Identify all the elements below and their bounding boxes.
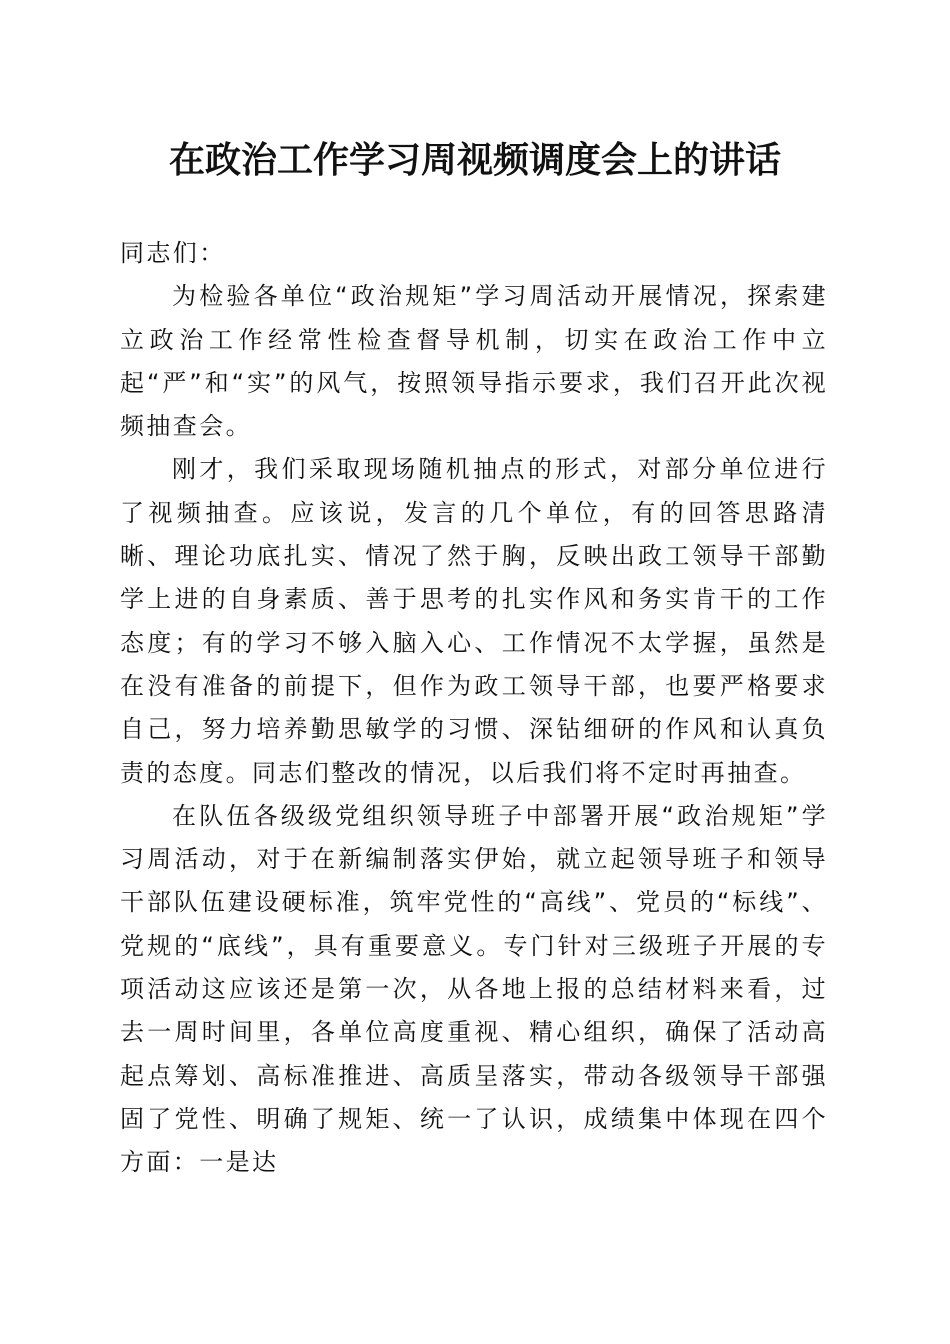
paragraph-3: 在队伍各级级党组织领导班子中部署开展“政治规矩”学习周活动，对于在新编制落实伊始，就立起领导班子和领导干部队伍建设硬标准，筑牢党性的“高线”、党员的“标线”、党规的“底线”，具有重要意义。专门针对三级班子开展的专项活动这应该还是第一次，从各地上报的总结材料来看，过去一周时间里，各单位高度重视、精心组织，确保了活动高起点筹划、高标准推进、高质呈落实，带动各级领导干部强固了党性、明确了规矩、统一了认识，成绩集中体现在四个方面：一是达 (120, 801, 828, 1177)
document-body (120, 232, 828, 1185)
paragraph-2: 刚才，我们采取现场随机抽点的形式，对部分单位进行了视频抽查。应该说，发言的几个单位，有的回答思路清晰、理论功底扎实、情况了然于胸，反映出政工领导干部勤学上进的自身素质、善于思考的扎实作风和务实肯干的工作态度；有的学习不够入脑入心、工作情况不太学握，虽然是在没有准备的前提下，但作为政工领导干部，也要严格要求自己，努力培养勤思敏学的习惯、深钻细研的作风和认真负责的态度。同志们整改的情况，以后我们将不定时再抽查。 (120, 455, 828, 787)
document-title: 在政治工作学习周视频调度会上的讲话 (168, 139, 781, 181)
paragraph-1: 为检验各单位“政治规矩”学习周活动开展情况，探索建立政治工作经常性检查督导机制，切实在政治工作中立起“严”和“实”的风气，按照领导指示要求，我们召开此次视频抽查会。 (120, 282, 828, 441)
salutation: 同志们： (120, 239, 226, 267)
